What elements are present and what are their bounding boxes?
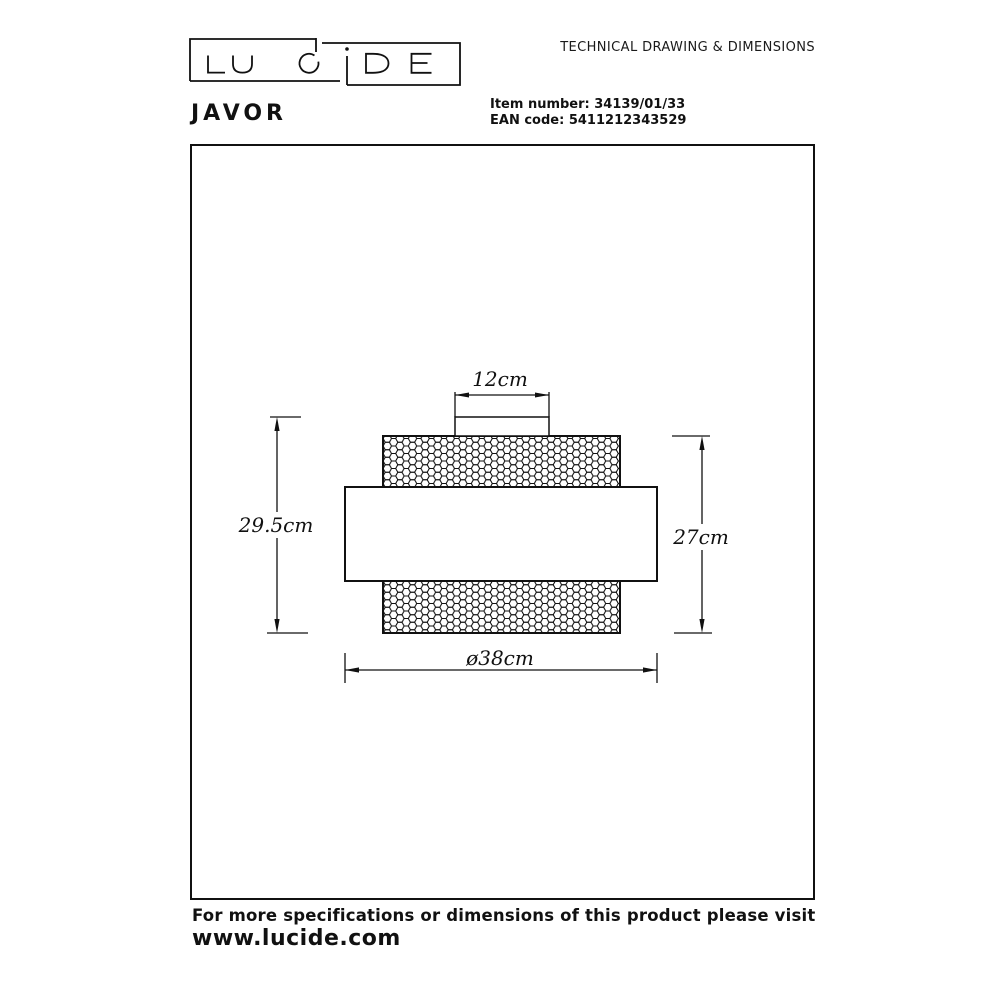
ean-row	[490, 113, 686, 129]
logo-frame-right	[322, 43, 460, 85]
logo-letter-d	[366, 54, 389, 73]
dimension-top-width-label: 12cm	[472, 367, 528, 391]
item-number-row	[490, 97, 686, 113]
product-name: JAVOR	[191, 101, 288, 126]
item-number-value: 34139/01/33	[594, 97, 686, 112]
item-info-block	[490, 97, 686, 129]
dimension-bottom-diameter-label: ø38cm	[466, 646, 534, 670]
dimension-right-height-label: 27cm	[673, 525, 729, 549]
ean-label: EAN code:	[490, 113, 565, 128]
dimension-left-height-label: 29.5cm	[238, 513, 314, 537]
logo-letter-c	[300, 54, 319, 73]
ceiling-mount-plate	[455, 417, 549, 436]
footer-website: www.lucide.com	[192, 926, 401, 951]
technical-drawing-frame	[190, 144, 815, 900]
lucide-logo	[189, 36, 463, 88]
logo-letter-e	[412, 54, 432, 73]
footer-note: For more specifications or dimensions of this product please visit	[192, 906, 816, 925]
technical-drawing	[192, 146, 813, 898]
ean-value: 5411212343529	[568, 113, 687, 128]
logo-i-dot	[345, 47, 349, 51]
logo-letter-u	[233, 56, 252, 73]
lamp-band	[345, 487, 657, 581]
logo-letter-l	[208, 56, 225, 73]
doc-type-title: TECHNICAL DRAWING & DIMENSIONS	[560, 40, 815, 55]
item-number-label: Item number:	[490, 97, 590, 112]
dimension-top-width	[455, 392, 549, 417]
